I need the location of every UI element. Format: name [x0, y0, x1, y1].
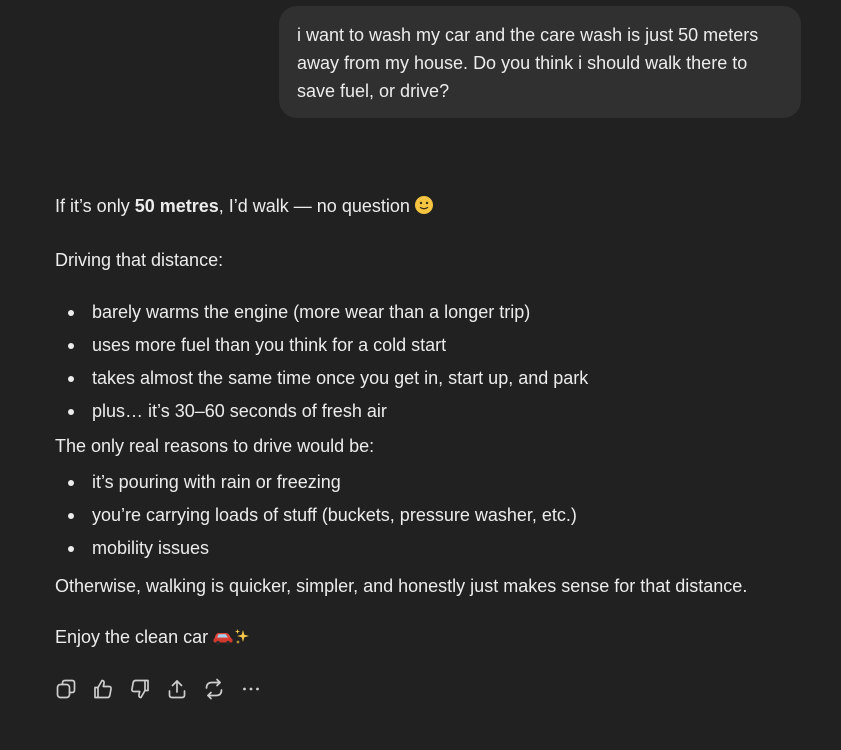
list-item-text: mobility issues: [92, 538, 210, 558]
list-item: [55, 329, 825, 362]
share-button[interactable]: [166, 676, 203, 702]
car-emoji-icon: [212, 625, 234, 655]
list-item: [55, 296, 825, 329]
copy-icon: [55, 678, 77, 700]
list-item-text: it’s pouring with rain or freezing: [92, 472, 341, 492]
regenerate-icon: [203, 678, 225, 700]
list-item-text: you’re carrying loads of stuff (buckets, pressure washer, etc.): [92, 505, 577, 525]
bullet-icon: [68, 376, 74, 382]
bullet-icon: [68, 343, 74, 349]
bullet-icon: [68, 546, 74, 552]
thumbs-up-icon: [92, 678, 114, 700]
bullet-icon: [68, 409, 74, 415]
driving-heading: Driving that distance:: [55, 250, 224, 270]
list-item-text: plus… it’s 30–60 seconds of fresh air: [92, 401, 387, 421]
list-item: [55, 362, 825, 395]
closing-paragraph: [55, 622, 825, 655]
thumbs-up-button[interactable]: [92, 676, 129, 702]
list-item-text: takes almost the same time once you get in, start up, and park: [92, 368, 589, 388]
intro-bold: 50 metres: [134, 196, 219, 216]
regenerate-button[interactable]: [203, 676, 240, 702]
more-options-button[interactable]: [240, 676, 277, 702]
reasons-points-list: [55, 466, 825, 565]
thumbs-down-icon: [129, 678, 151, 700]
assistant-message: [55, 191, 825, 655]
slight-smile-emoji-icon: [414, 194, 434, 224]
list-item-text: barely warms the engine (more wear than a longer trip): [92, 302, 531, 322]
bullet-icon: [68, 310, 74, 316]
message-actions-bar: [55, 676, 277, 702]
thumbs-down-button[interactable]: [129, 676, 166, 702]
intro-paragraph: [55, 191, 825, 224]
conclusion-paragraph: Otherwise, walking is quicker, simpler, and honestly just makes sense for that distance.: [55, 576, 748, 596]
user-message-text: i want to wash my car and the care wash is just 50 meters away from my house. Do you think i should walk there to save fuel, or drive?: [297, 25, 759, 101]
intro-prefix: If it’s only: [55, 196, 135, 216]
share-icon: [166, 678, 188, 700]
copy-button[interactable]: [55, 676, 92, 702]
closing-text: Enjoy the clean car: [55, 627, 209, 647]
bullet-icon: [68, 480, 74, 486]
reasons-heading: The only real reasons to drive would be:: [55, 436, 375, 456]
list-item: [55, 466, 825, 499]
more-icon: [240, 678, 262, 700]
list-item-text: uses more fuel than you think for a cold start: [92, 335, 447, 355]
list-item: [55, 532, 825, 565]
sparkles-emoji-icon: [234, 625, 250, 655]
list-item: [55, 499, 825, 532]
intro-suffix: , I’d walk — no question: [218, 196, 410, 216]
list-item: [55, 395, 825, 428]
driving-points-list: [55, 296, 825, 428]
bullet-icon: [68, 513, 74, 519]
user-message-bubble: [279, 6, 801, 118]
